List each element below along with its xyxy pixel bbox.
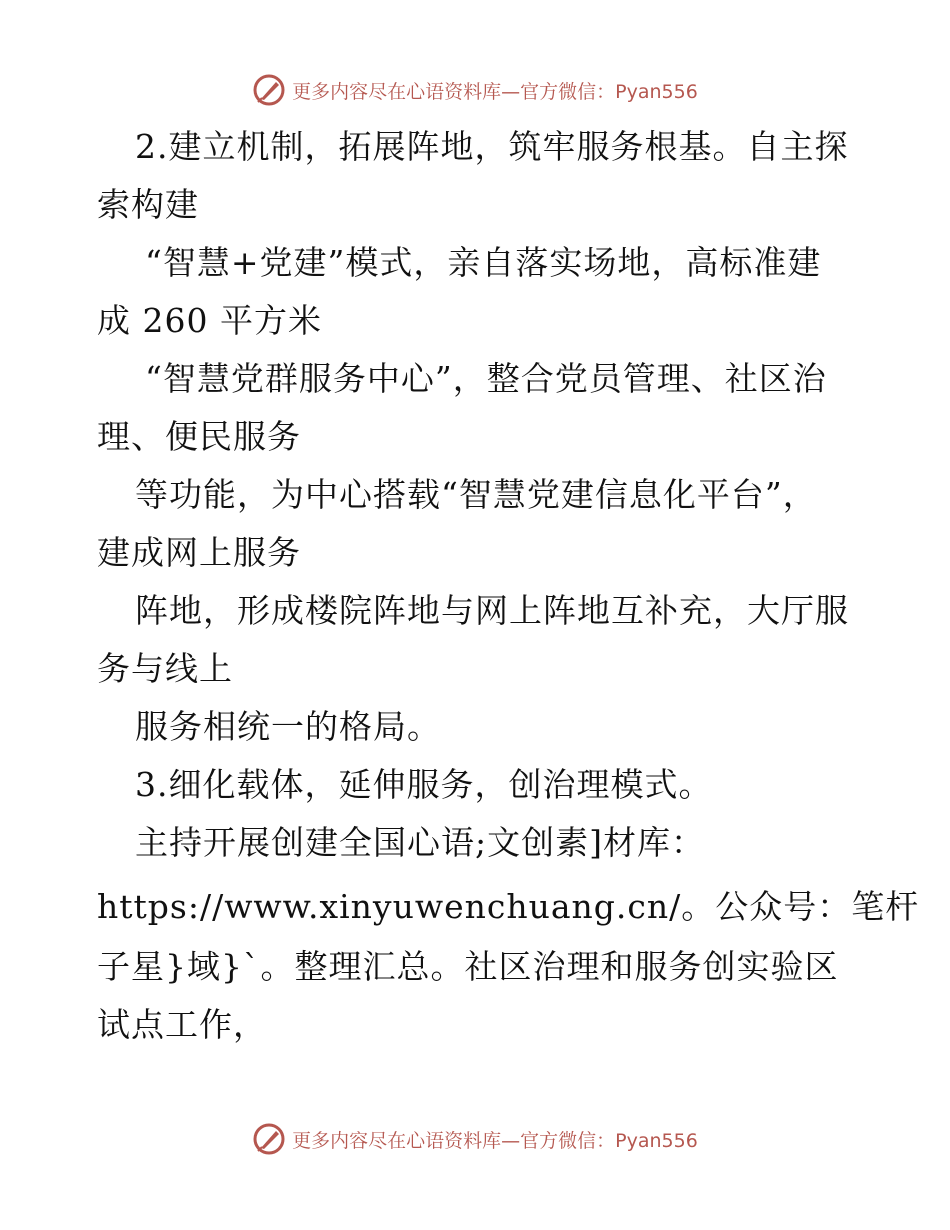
paragraph-line: https://www.xinyuwenchuang.cn/。公众号：笔杆	[97, 887, 920, 926]
paragraph-line: 建成网上服务	[97, 533, 301, 572]
footer-banner	[0, 1119, 950, 1159]
paragraph-line: 3.细化载体，延伸服务，创治理模式。	[135, 765, 713, 804]
footer-banner-text: 更多内容尽在心语资料库—官方微信：Pyan556	[292, 1129, 698, 1152]
quill-pen-logo-icon	[252, 1122, 286, 1156]
paragraph-line: 理、便民服务	[97, 417, 301, 456]
paragraph-line: 2.建立机制，拓展阵地，筑牢服务根基。自主探	[135, 127, 849, 166]
paragraph-line: 索构建	[97, 185, 199, 224]
paragraph-line: 试点工作，	[97, 1005, 267, 1044]
quill-pen-logo-icon	[252, 73, 286, 107]
header-banner	[0, 70, 950, 110]
paragraph-line: 等功能，为中心搭载“智慧党建信息化平台”，	[135, 475, 817, 514]
header-banner-text: 更多内容尽在心语资料库—官方微信：Pyan556	[292, 80, 698, 103]
paragraph-line: “智慧党群服务中心”，整合党员管理、社区治	[145, 359, 827, 398]
paragraph-line: 阵地，形成楼院阵地与网上阵地互补充，大厅服	[135, 591, 849, 630]
paragraph-line: 子星}域}`。整理汇总。社区治理和服务创实验区	[97, 947, 839, 986]
paragraph-line: “智慧+党建”模式，亲自落实场地，高标准建	[145, 243, 822, 282]
paragraph-line: 服务相统一的格局。	[135, 707, 441, 746]
paragraph-line: 务与线上	[97, 649, 233, 688]
paragraph-line: 成 260 平方米	[97, 301, 322, 340]
paragraph-line: 主持开展创建全国心语;文创素]材库：	[135, 823, 705, 862]
